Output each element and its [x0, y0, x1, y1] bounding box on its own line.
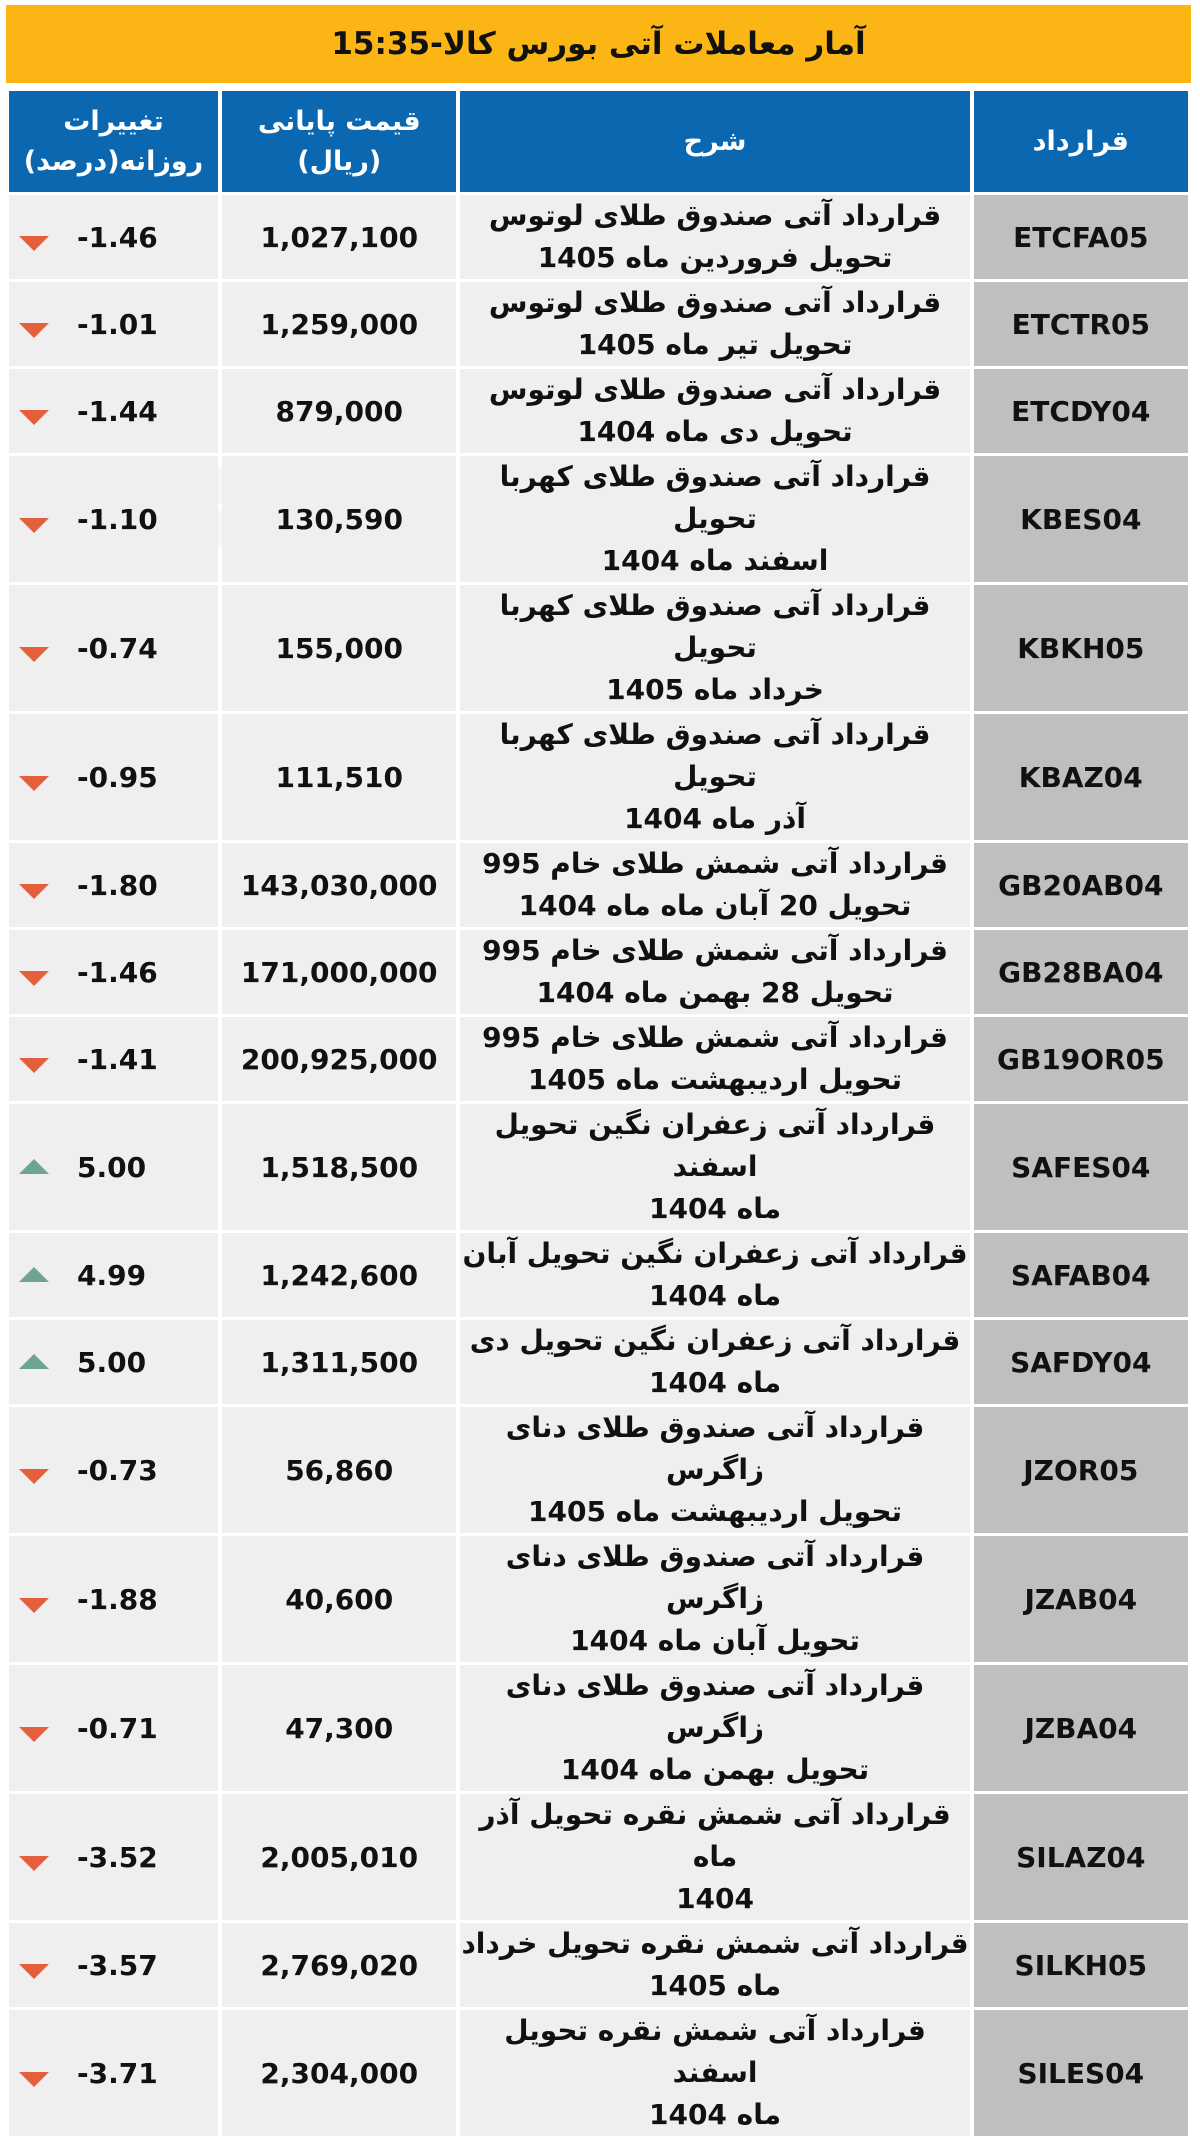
table-row [9, 930, 1188, 1014]
description-cell [460, 1320, 969, 1404]
contract-code-cell: KBAZ04 [974, 714, 1188, 840]
price-cell: 143,030,000 [222, 843, 456, 927]
description-line2: ماه 1404 [648, 1366, 782, 1399]
triangle-down-icon [19, 971, 49, 986]
contract-code-cell: SAFAB04 [974, 1233, 1188, 1317]
contract-code-cell: JZBA04 [974, 1665, 1188, 1791]
description-cell [460, 1407, 969, 1533]
table-row [9, 282, 1188, 366]
price-cell: 130,590 [222, 456, 456, 582]
price-cell: 1,518,500 [222, 1104, 456, 1230]
change-cell [9, 1794, 218, 1920]
description-line2: تحویل تیر ماه 1405 [577, 328, 853, 361]
price-cell: 2,304,000 [222, 2010, 456, 2136]
change-value: -0.71 [77, 1711, 158, 1745]
change-cell [9, 1017, 218, 1101]
triangle-down-icon [19, 1058, 49, 1073]
triangle-down-icon [19, 518, 49, 533]
description-line1: قرارداد آتی شمش طلای خام 995 [482, 934, 948, 967]
header-close-price-line2: (ریال) [297, 145, 382, 177]
change-cell [9, 1407, 218, 1533]
description-line1: قرارداد آتی زعفران نگین تحویل آبان [462, 1237, 968, 1270]
description-line1: قرارداد آتی صندوق طلای کهربا تحویل [499, 589, 931, 664]
triangle-up-icon [19, 1267, 49, 1282]
triangle-down-icon [19, 776, 49, 791]
description-line2: اسفند ماه 1404 [601, 544, 829, 577]
header-change [9, 91, 218, 192]
price-cell: 2,769,020 [222, 1923, 456, 2007]
header-change-line1: تغییرات [63, 106, 164, 138]
price-cell: 40,600 [222, 1536, 456, 1662]
change-value: -1.41 [77, 1042, 158, 1076]
contract-code-cell: GB19OR05 [974, 1017, 1188, 1101]
description-line2: 1404 [676, 1882, 754, 1915]
change-cell [9, 714, 218, 840]
description-cell [460, 1017, 969, 1101]
header-close-price [222, 91, 456, 192]
contract-code-cell: SILAZ04 [974, 1794, 1188, 1920]
description-line1: قرارداد آتی شمش نقره تحویل خرداد [461, 1927, 969, 1960]
triangle-down-icon [19, 1598, 49, 1613]
change-value: 5.00 [77, 1150, 147, 1184]
description-cell [460, 843, 969, 927]
description-line1: قرارداد آتی شمش طلای خام 995 [482, 847, 948, 880]
contract-code-cell: SAFDY04 [974, 1320, 1188, 1404]
price-cell: 111,510 [222, 714, 456, 840]
change-value: -1.01 [77, 307, 158, 341]
price-cell: 879,000 [222, 369, 456, 453]
description-line1: قرارداد آتی صندوق طلای لوتوس [488, 286, 942, 319]
description-line1: قرارداد آتی زعفران نگین تحویل اسفند [494, 1108, 936, 1183]
table-row [9, 1407, 1188, 1533]
change-value: -1.80 [77, 868, 158, 902]
table-row [9, 1536, 1188, 1662]
description-line2: ماه 1404 [648, 2098, 782, 2131]
header-description: شرح [460, 91, 969, 192]
price-cell: 155,000 [222, 585, 456, 711]
description-cell [460, 369, 969, 453]
change-cell [9, 1665, 218, 1791]
triangle-down-icon [19, 236, 49, 251]
description-line2: آذر ماه 1404 [624, 802, 806, 835]
header-contract: قرارداد [974, 91, 1188, 192]
description-line2: تحویل اردیبهشت ماه 1405 [528, 1063, 903, 1096]
price-cell: 56,860 [222, 1407, 456, 1533]
description-line2: ماه 1404 [648, 1192, 782, 1225]
description-cell [460, 282, 969, 366]
contract-code-cell: JZAB04 [974, 1536, 1188, 1662]
triangle-down-icon [19, 1727, 49, 1742]
contract-code-cell: GB28BA04 [974, 930, 1188, 1014]
description-cell [460, 1104, 969, 1230]
contract-code-cell: KBKH05 [974, 585, 1188, 711]
table-row [9, 1923, 1188, 2007]
change-value: -3.71 [77, 2056, 158, 2090]
contract-code-cell: ETCTR05 [974, 282, 1188, 366]
table-row [9, 1794, 1188, 1920]
change-cell [9, 456, 218, 582]
price-cell: 171,000,000 [222, 930, 456, 1014]
description-line2: تحویل فروردین ماه 1405 [537, 241, 893, 274]
price-cell: 47,300 [222, 1665, 456, 1791]
change-value: -3.52 [77, 1840, 158, 1874]
table-row [9, 1320, 1188, 1404]
change-value: 5.00 [77, 1345, 147, 1379]
change-cell [9, 930, 218, 1014]
table-row [9, 456, 1188, 582]
contract-code-cell: KBES04 [974, 456, 1188, 582]
change-value: -1.46 [77, 955, 158, 989]
table-row [9, 2010, 1188, 2136]
change-value: -3.57 [77, 1948, 158, 1982]
description-line2: تحویل اردیبهشت ماه 1405 [528, 1495, 903, 1528]
description-line1: قرارداد آتی صندوق طلای دنای زاگرس [505, 1669, 925, 1744]
description-line1: قرارداد آتی صندوق طلای کهربا تحویل [499, 460, 931, 535]
description-cell [460, 1923, 969, 2007]
header-row [9, 91, 1188, 192]
description-cell [460, 1665, 969, 1791]
description-line1: قرارداد آتی صندوق طلای کهربا تحویل [499, 718, 931, 793]
description-line1: قرارداد آتی صندوق طلای دنای زاگرس [505, 1540, 925, 1615]
description-line2: تحویل دی ماه 1404 [577, 415, 853, 448]
price-cell: 2,005,010 [222, 1794, 456, 1920]
change-cell [9, 1923, 218, 2007]
description-line2: ماه 1404 [648, 1279, 782, 1312]
contract-code-cell: SILKH05 [974, 1923, 1188, 2007]
change-value: -1.88 [77, 1582, 158, 1616]
description-line2: خرداد ماه 1405 [606, 673, 824, 706]
description-line2: تحویل 20 آبان ماه ماه 1404 [518, 889, 912, 922]
change-value: -1.44 [77, 394, 158, 428]
price-cell: 1,027,100 [222, 195, 456, 279]
change-value: -0.95 [77, 760, 158, 794]
triangle-down-icon [19, 323, 49, 338]
header-close-price-line1: قیمت پایانی [257, 106, 421, 138]
table-row [9, 369, 1188, 453]
contract-code-cell: SAFES04 [974, 1104, 1188, 1230]
description-cell [460, 456, 969, 582]
futures-table [5, 88, 1192, 2139]
price-cell: 200,925,000 [222, 1017, 456, 1101]
triangle-down-icon [19, 410, 49, 425]
triangle-down-icon [19, 1964, 49, 1979]
price-cell: 1,259,000 [222, 282, 456, 366]
description-line1: قرارداد آتی صندوق طلای لوتوس [488, 199, 942, 232]
change-cell [9, 585, 218, 711]
description-cell [460, 1794, 969, 1920]
change-cell [9, 1536, 218, 1662]
triangle-up-icon [19, 1159, 49, 1174]
contract-code-cell: ETCFA05 [974, 195, 1188, 279]
triangle-down-icon [19, 2072, 49, 2087]
contract-code-cell: JZOR05 [974, 1407, 1188, 1533]
change-value: 4.99 [77, 1258, 147, 1292]
description-cell [460, 1233, 969, 1317]
change-value: -1.10 [77, 502, 158, 536]
header-change-line2: روزانه(درصد) [23, 145, 204, 177]
price-cell: 1,242,600 [222, 1233, 456, 1317]
description-cell [460, 195, 969, 279]
change-cell [9, 369, 218, 453]
description-line2: تحویل آبان ماه 1404 [570, 1624, 860, 1657]
change-value: -0.73 [77, 1453, 158, 1487]
table-row [9, 843, 1188, 927]
description-line1: قرارداد آتی صندوق طلای لوتوس [488, 373, 942, 406]
description-line1: قرارداد آتی صندوق طلای دنای زاگرس [505, 1411, 925, 1486]
change-cell [9, 1233, 218, 1317]
description-line1: قرارداد آتی زعفران نگین تحویل دی [469, 1324, 961, 1357]
triangle-down-icon [19, 647, 49, 662]
description-line2: ماه 1405 [648, 1969, 782, 2002]
table-title: آمار معاملات آتی بورس کالا-15:35 [6, 5, 1191, 83]
change-cell [9, 1104, 218, 1230]
table-body [9, 195, 1188, 2136]
description-cell [460, 2010, 969, 2136]
triangle-up-icon [19, 1354, 49, 1369]
table-row [9, 1017, 1188, 1101]
triangle-down-icon [19, 884, 49, 899]
change-value: -1.46 [77, 220, 158, 254]
contract-code-cell: GB20AB04 [974, 843, 1188, 927]
change-cell [9, 1320, 218, 1404]
description-cell [460, 1536, 969, 1662]
description-cell [460, 930, 969, 1014]
table-row [9, 195, 1188, 279]
description-line1: قرارداد آتی شمش طلای خام 995 [482, 1021, 948, 1054]
price-cell: 1,311,500 [222, 1320, 456, 1404]
table-row [9, 1665, 1188, 1791]
change-cell [9, 282, 218, 366]
table-row [9, 585, 1188, 711]
change-value: -0.74 [77, 631, 158, 665]
contract-code-cell: ETCDY04 [974, 369, 1188, 453]
triangle-down-icon [19, 1856, 49, 1871]
description-line2: تحویل 28 بهمن ماه 1404 [536, 976, 894, 1009]
contract-code-cell: SILES04 [974, 2010, 1188, 2136]
description-line1: قرارداد آتی شمش نقره تحویل آذر ماه [479, 1798, 951, 1873]
description-cell [460, 585, 969, 711]
triangle-down-icon [19, 1469, 49, 1484]
change-cell [9, 2010, 218, 2136]
table-row [9, 1104, 1188, 1230]
description-line1: قرارداد آتی شمش نقره تحویل اسفند [504, 2014, 926, 2089]
description-line2: تحویل بهمن ماه 1404 [560, 1753, 870, 1786]
description-cell [460, 714, 969, 840]
table-row [9, 1233, 1188, 1317]
change-cell [9, 843, 218, 927]
change-cell [9, 195, 218, 279]
table-row [9, 714, 1188, 840]
